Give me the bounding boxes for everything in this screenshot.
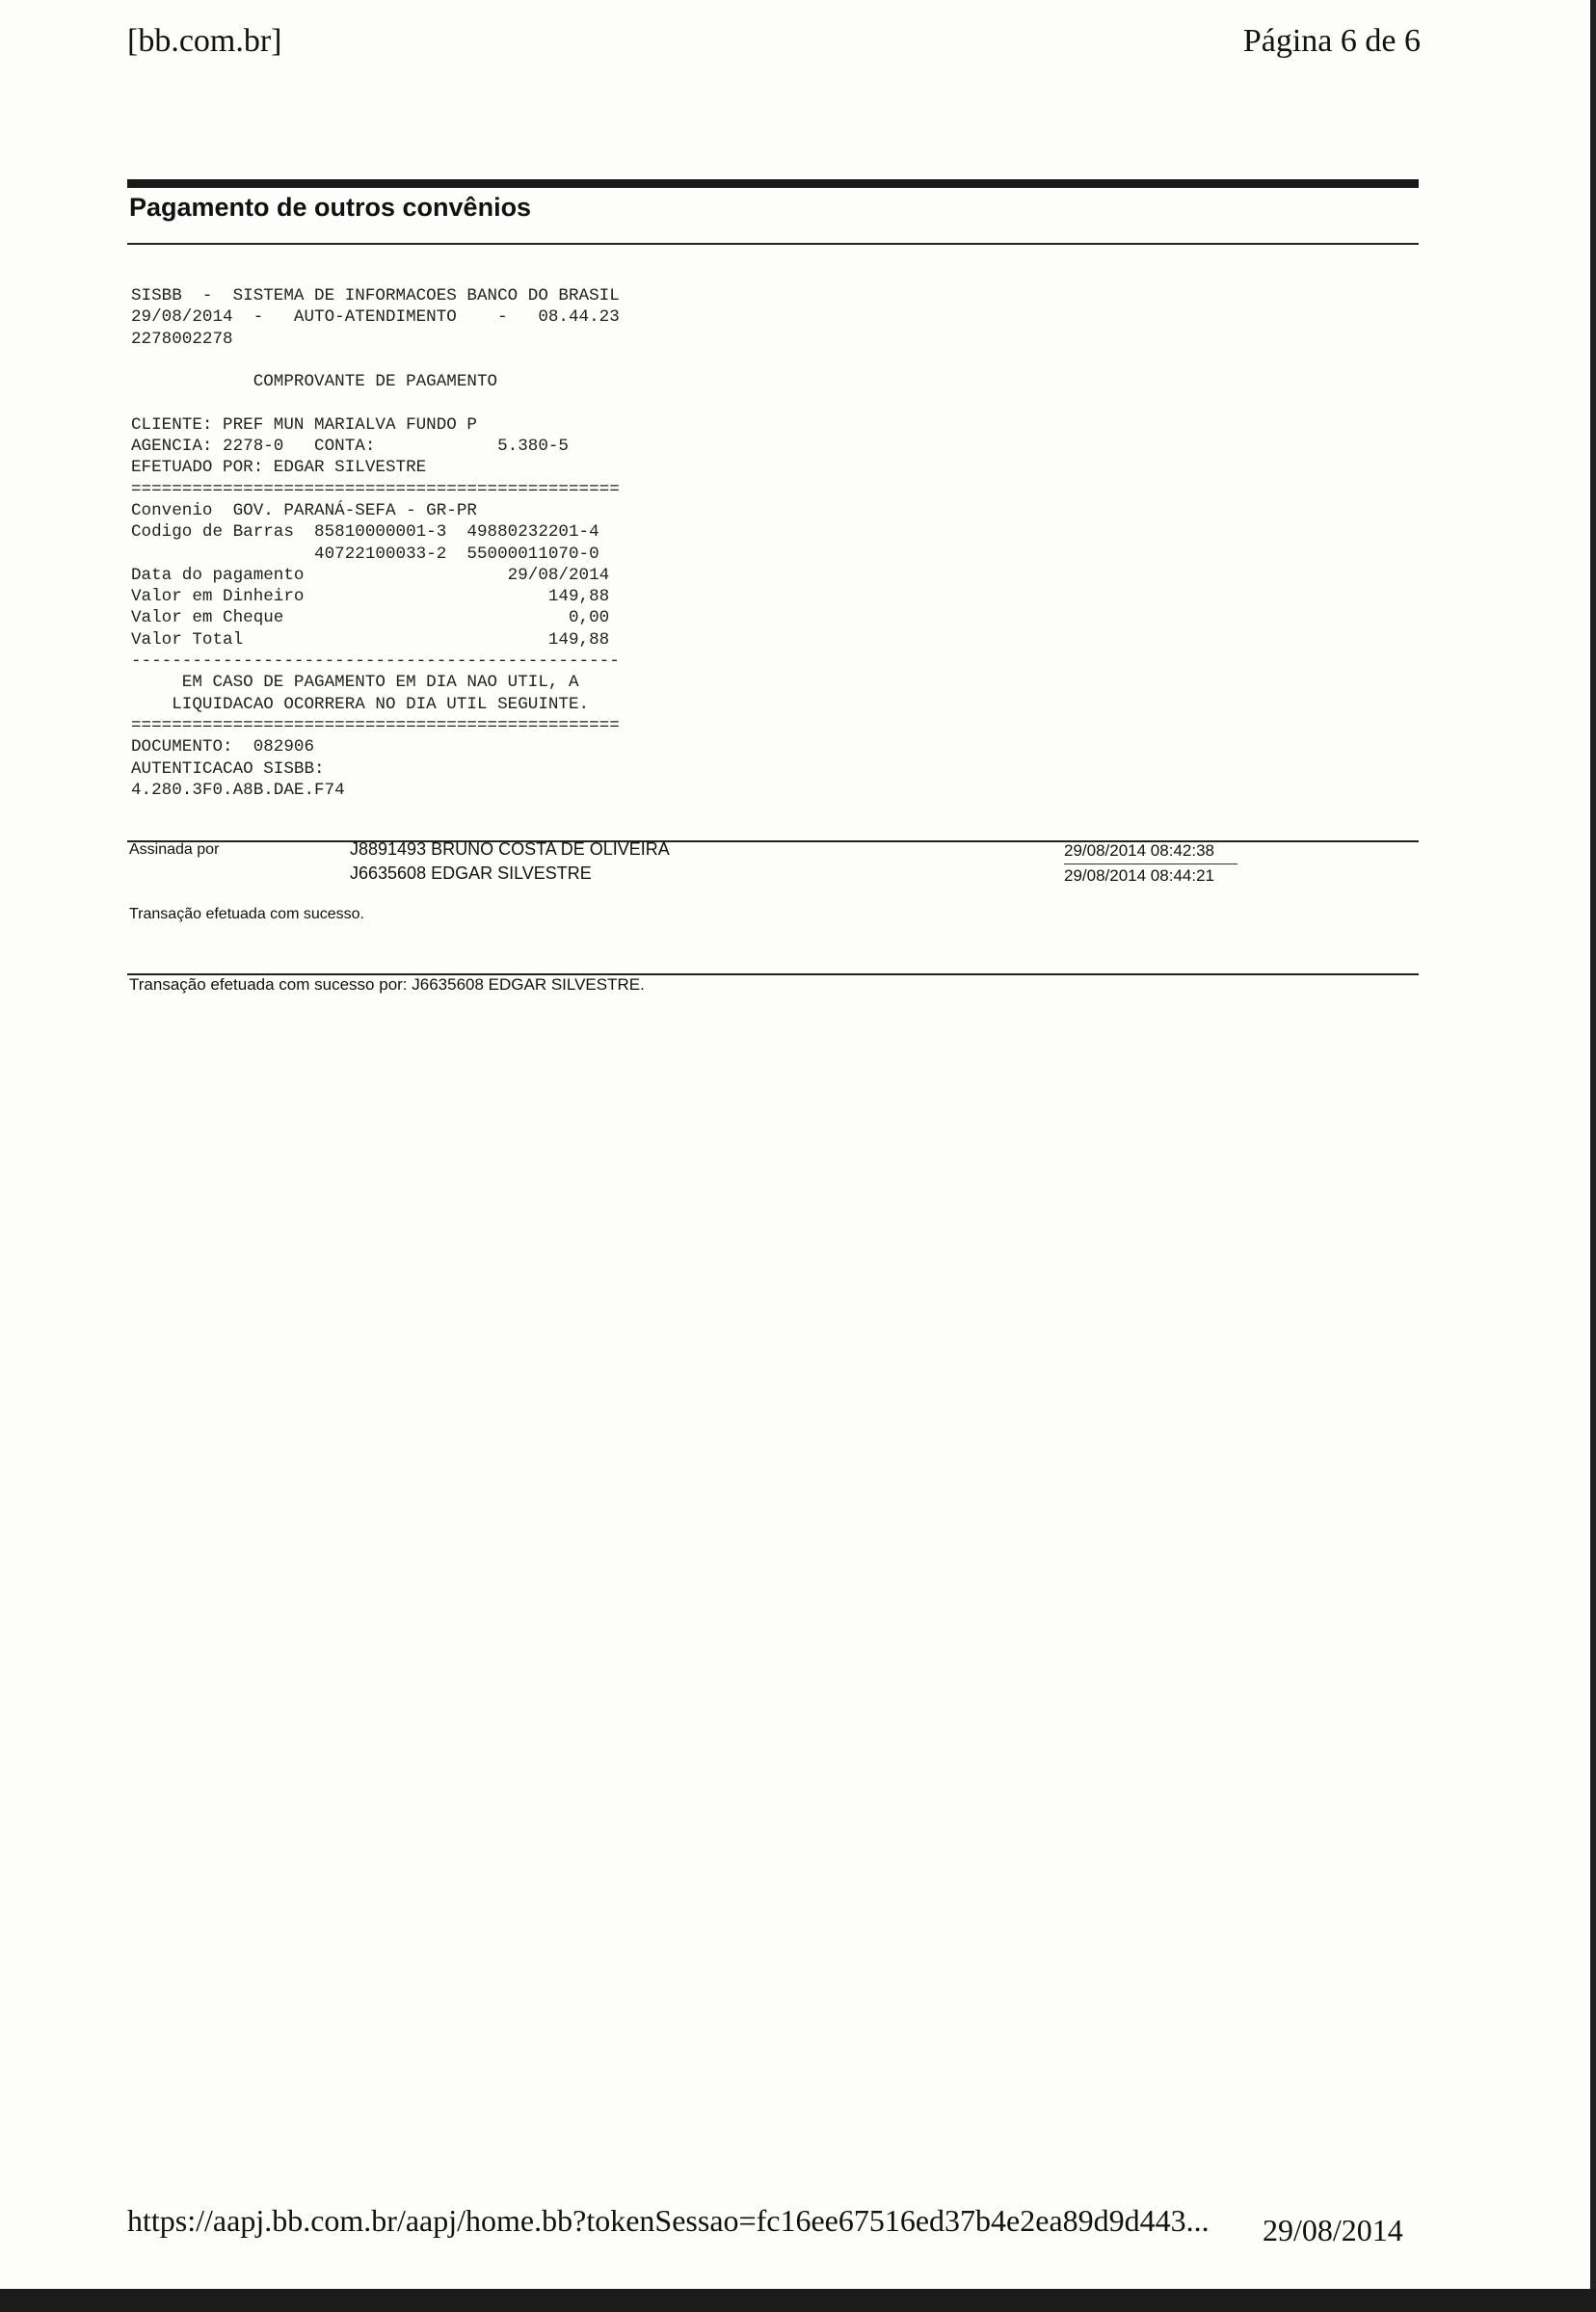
signer-name: J6635608 EDGAR SILVESTRE [350,864,592,883]
receipt-line: Valor Total 149,88 [131,629,610,650]
receipt-line: AGENCIA: 2278-0 CONTA: 5.380-5 [131,437,569,457]
receipt-line: 4.280.3F0.A8B.DAE.F74 [131,780,345,800]
receipt-line: Valor em Cheque 0,00 [131,608,610,628]
receipt-line: EM CASO DE PAGAMENTO EM DIA NAO UTIL, A [131,673,579,693]
signer-datetime: 29/08/2014 08:44:21 [1064,866,1214,885]
receipt-line: 2278002278 [131,329,233,349]
receipt-line: Codigo de Barras 85810000001-3 49880232201-4 [131,522,599,543]
section-top-rule [127,179,1419,188]
receipt-line: ================================================ [131,715,620,735]
receipt-line: 29/08/2014 - AUTO-ATENDIMENTO - 08.44.23 [131,307,620,328]
transaction-confirmation: Transação efetuada com sucesso por: J6635608 EDGAR SILVESTRE. [129,975,645,994]
signature-status: Transação efetuada com sucesso. [129,906,364,922]
section-title: Pagamento de outros convênios [129,193,532,222]
section-bottom-rule [127,243,1419,245]
receipt-line: ------------------------------------------------ [131,651,620,672]
receipt-line: LIQUIDACAO OCORRERA NO DIA UTIL SEGUINTE. [131,694,590,714]
receipt-line: DOCUMENTO: 082906 [131,737,315,757]
receipt-line: SISBB - SISTEMA DE INFORMACOES BANCO DO BRASIL [131,286,620,306]
receipt-line: CLIENTE: PREF MUN MARIALVA FUNDO P [131,414,477,435]
signer-name: J8891493 BRUNO COSTA DE OLIVEIRA [350,839,670,859]
receipt-line: ================================================ [131,479,620,499]
scan-edge-bottom [0,2289,1596,2312]
footer-url: https://aapj.bb.com.br/aapj/home.bb?tokenSessao=fc16ee67516ed37b4e2ea89d9d443... [127,2203,1210,2238]
header-site: [bb.com.br] [127,23,282,59]
receipt-line: Valor em Dinheiro 149,88 [131,587,610,607]
receipt-line: 40722100033-2 55000011070-0 [131,544,599,564]
receipt-line: Convenio GOV. PARANÁ-SEFA - GR-PR [131,500,477,520]
footer-date: 29/08/2014 [1263,2213,1403,2247]
signer-datetime: 29/08/2014 08:42:38 [1064,841,1214,860]
receipt-text [131,285,620,801]
scan-edge-right [1590,0,1596,2312]
receipt-line: EFETUADO POR: EDGAR SILVESTRE [131,458,427,478]
receipt-line: Data do pagamento 29/08/2014 [131,565,610,585]
header-page-indicator: Página 6 de 6 [1242,23,1421,59]
signature-label: Assinada por [129,841,220,858]
receipt-line: COMPROVANTE DE PAGAMENTO [131,372,498,392]
signature-rule [127,840,1419,842]
receipt-line: AUTENTICACAO SISBB: [131,758,325,779]
